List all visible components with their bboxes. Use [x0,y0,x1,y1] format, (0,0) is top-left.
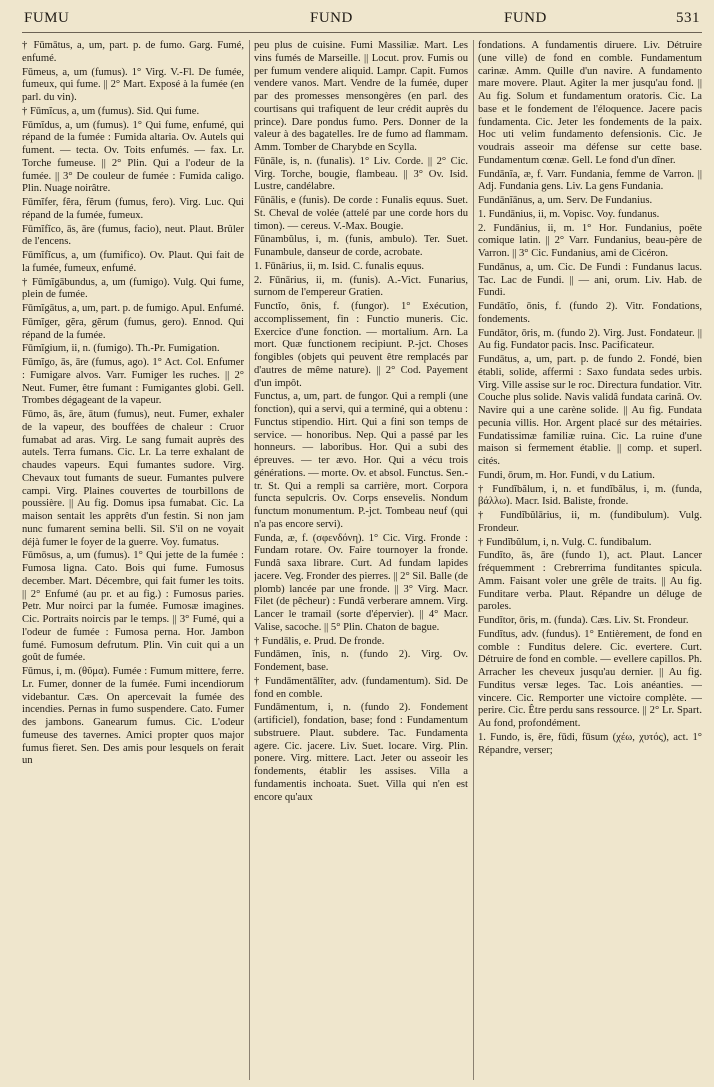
dictionary-entry: Fūmĭfĭco, ās, āre (fumus, facio), neut. Plaut. Brûler de l'encens. [22,223,244,248]
header-center-word: FUND [310,10,353,26]
dictionary-entry: Fundānĭa, æ, f. Varr. Fundania, femme de Varron. || Adj. Fundania gens. Liv. La gens Fundania. [478,168,702,193]
column-rule [249,40,250,1080]
dictionary-entry: 1. Fūnārius, ii, m. Isid. C. funalis equus. [254,260,425,272]
dictionary-entry: fondations. A fundamentis diruere. Liv. Détruire (une ville) de fond en comble. Fundamentum carinæ. Amm. Quille d'un navire. A fundamento mare movere. Plaut. Agiter la mer jusqu'au fond. || Au fig. Solum et fundamentum oratoris. Cic. La base et le fondement de l'éloquence. Jacere pacis fundamenta. Cic. Jeter les fondements de la paix. Hoc uti velim fundamento defensionis. Cic. Je voudrais asseoir ma défense sur cette base. Fundamentum cœnæ. Gell. Le fond d'un dîner. [478,40,702,166]
dictionary-entry: Fūnāle, is, n. (funalis). 1° Liv. Corde. || 2° Cic. Virg. Torche, bougie, flambeau. || 3° Ov. Isid. Lustre, candélabre. [254,155,468,193]
dictionary-entry: Fundātus, a, um, part. p. de fundo 2. Fondé, bien établi, solide, affermi : Saxo fundata sedes urbis. Virg. Ville assise sur le roc. Directura fundatior. Vitr. Couche plus solide. Navis validâ fundata carinâ. Ov. Navire qui a une carène solide. || Au fig. Fundata pecunia villis. Hor. Argent placé sur des métairies. Fundatissimæ familiæ ruina. Cic. La ruine d'une maison si fermement établie. || comp. et superl. cités. [478,354,702,467]
dictionary-entry: † Fundĭbălum, i, n. et fundĭbălus, i, m. (funda, βάλλω). Macr. Isid. Baliste, fronde. [478,483,702,508]
dictionary-entry: † Fundāmentālĭter, adv. (fundamentum). Sid. De fond en comble. [254,675,468,700]
dictionary-entry: Fundĭtor, ōris, m. (funda). Cæs. Liv. St. Frondeur. [478,615,689,626]
dictionary-entry: Fūmeus, a, um (fumus). 1° Virg. V.-Fl. De fumée, fumeux, qui fume. || 2° Mart. Exposé à la fumée (en parl. du vin). [22,66,244,103]
dictionary-entry: 1. Fundānius, ii, m. Vopisc. Voy. fundanus. [478,208,660,220]
dictionary-entry: 1. Fundo, is, ēre, fūdi, fūsum (χέω, χυτός), act. 1° Répandre, verser; [478,731,702,756]
dictionary-entry: Fūmo, ās, āre, ātum (fumus), neut. Fumer, exhaler de la vapeur, des bouffées de chaleur : Cruor fumabat ad aras. Virg. Le sang fumait auprès des autels. Terra fumans. Cic. Lr. La terre exhalant de chaudes vapeurs. Equi fumantes sudore. Virg. Chevaux tout fumants de sueur. Fumantes pulvere campi. Virg. Plaines couvertes de tourbillons de poussière. || Au fig. Domus ipsa fumabat. Cic. La maison sentait les apprêts d'un festin. Si non jam nunc fumarent semina belli. Sil. S'il on ne voyait déjà fumer le foyer de la guerre. Voy. fumatus. [22,409,244,548]
dictionary-entry: peu plus de cuisine. Fumi Massiliæ. Mart. Les vins fumés de Marseille. || Locut. prov. Fumis ou per fumum vendere aliquid. Lampr. Capit. Fumos vendere vanos. Mart. Vendre de la fumée, duper par des promesses mensongères (en parl. des courtisans qui trafiquent de leur crédit auprès du prince). Dare pondus fumo. Pers. Donner de la valeur à des bagatelles. Ire de fumo ad flammam. Amm. Tomber de Charybde en Scylla. [254,40,468,153]
dictionary-entry: Fūmĭgo, ās, āre (fumus, ago). 1° Act. Col. Enfumer : Fumigare alvos. Varr. Fumiger les ruches. || 2° Neut. Fumer, être fumant : Fumigantes globi. Gell. Trombes dégageant de la vapeur. [22,357,244,407]
dictionary-entry: Fūnālis, e (funis). De corde : Funalis equus. Suet. St. Cheval de volée (attelé par une corde hors du timon). — cereus. V.-Max. Bougie. [254,195,468,232]
dictionary-entry: Funda, æ, f. (σφενδόνη). 1° Cic. Virg. Fronde : Fundam rotare. Ov. Faire tournoyer la fronde. Fundâ saxa librare. Curt. Ad fundam lapides jacere. Veg. Fronder des pierres. || 2° Sil. Balle (de plomb) lancée par une fronde. || 3° Virg. Macr. Filet (de pêcheur) : Fundâ verberare amnem. Virg. Lancer le tramail (sorte d'épervier). || 4° Macr. Valise, sacoche. || 5° Plin. Chaton de bague. [254,532,468,633]
column-rule [473,40,474,1080]
dictionary-entry: † Fundĭbŭlārius, ii, m. (fundibulum). Vulg. Frondeur. [478,510,702,534]
dictionary-entry: Fundĭto, ās, āre (fundo 1), act. Plaut. Lancer fréquemment : Crebrerrima funditantes spicula. Amm. Faisant voler une grêle de traits. || Au fig. Funditare verba. Plaut. Répandre un déluge de paroles. [478,550,702,613]
column-middle [254,40,468,1080]
header-right-word: FUND [504,10,547,26]
dictionary-entry: † Fūmātus, a, um, part. p. de fumo. Garg. Fumé, enfumé. [22,40,244,64]
dictionary-entry: † Fūmĭgābundus, a, um (fumigo). Vulg. Qui fume, plein de fumée. [22,276,244,301]
dictionary-entry: Fundānĭānus, a, um. Serv. De Fundanius. [478,195,653,206]
dictionary-entry: 2. Fūnārius, ii, m. (funis). A.-Vict. Funarius, surnom de l'empereur Gratien. [254,274,468,299]
dictionary-entry: Functĭo, ōnis, f. (fungor). 1° Exécution, accomplissement, fin : Functio muneris. Cic. Exercice d'une fonction. — mortalium. Arn. La mort. Quæ functionem recipiunt. P.-jct. Choses fongibles (objets qui peuvent être remplacés par d'autres de même nature). || 2° Cod. Payement d'un impôt. [254,301,468,389]
column-right [478,40,702,1080]
dictionary-entry: Fundāmentum, i, n. (fundo 2). Fondement (artificiel), fondation, base; fond : Fundamentum substruere. Plaut. subdere. Tac. Fundamenta agere. Cic. jacere. Liv. Suet. locare. Virg. Plin. ponere. Virg. mittere. Lact. Jeter ou asseoir les fondements, établir les assises. Villa a fundamentis inchoata. Suet. Villa qui n'en est encore qu'aux [254,702,468,803]
dictionary-entry: Fundātor, ōris, m. (fundo 2). Virg. Just. Fondateur. || Au fig. Fundator pacis. Insc. Pacificateur. [478,327,702,352]
dictionary-entry: Fundi, ōrum, m. Hor. Fundi, v du Latium. [478,469,655,481]
dictionary-entry: Fūnambŭlus, i, m. (funis, ambulo). Ter. Suet. Funambule, danseur de corde, acrobate. [254,234,468,258]
dictionary-entry: Fūmĭfĭcus, a, um (fumifico). Ov. Plaut. Qui fait de la fumée, fumeux, enfumé. [22,250,244,274]
dictionary-entry: Fundĭtus, adv. (fundus). 1° Entièrement, de fond en comble : Funditus delere. Cic. evertere. Curt. Détruire de fond en comble. — evellere capillos. Ph. Arracher les cheveux jusqu'au dernier. || Au fig. Funditus versæ leges. Tac. Lois anéanties. — vincere. Cic. Remporter une victoire complète. — perire. Cic. Être perdu sans ressource. || 2° Lr. Spart. Au fond, profondément. [478,628,702,729]
dictionary-entry: † Fundālis, e. Prud. De fronde. [254,635,385,647]
page-number: 531 [676,10,700,26]
dictionary-page [22,6,702,1081]
dictionary-entry: Fūmĭgātus, a, um, part. p. de fumigo. Apul. Enfumé. [22,303,244,314]
running-header [22,6,702,33]
dictionary-entry: Fūmĭfer, fĕra, fĕrum (fumus, fero). Virg. Luc. Qui répand de la fumée, fumeux. [22,197,244,221]
dictionary-entry: † Fūmĭcus, a, um (fumus). Sid. Qui fume. [22,105,200,117]
dictionary-entry: † Fundĭbŭlum, i, n. Vulg. C. fundibalum. [478,536,652,548]
dictionary-entry: Functus, a, um, part. de fungor. Qui a rempli (une fonction), qui a servi, qui a terminé, qui a obtenu : Functus stipendio. Hirt. Qui a fini son temps de service. — honoribus. Nep. Qui a passé par les honneurs. — laboribus. Hor. Qui a subi des épreuves. — ter ævo. Hor. Qui a vécu trois générations. — morte. Ov. et absol. Functus. Sen.-tr. St. Qui a rempli sa carrière, mort. Corpora functa sepulcris. Ov. Corps ensevelis. Nondum functum monumentum. P.-jct. Tombeau neuf (qui n'a pas encore servi). [254,391,468,530]
dictionary-entry: 2. Fundānius, ii, m. 1° Hor. Fundanius, poëte comique latin. || 2° Varr. Fundanius, beau-père de Varron. || 3° Cic. Fundanius, ami de Cicéron. [478,222,702,259]
dictionary-entry: Fundāmen, ĭnis, n. (fundo 2). Virg. Ov. Fondement, base. [254,649,468,673]
dictionary-entry: Fūmōsus, a, um (fumus). 1° Qui jette de la fumée : Fumosa ligna. Cato. Bois qui fume. Fumosus december. Mart. Décembre, qui fait fumer les toits. || 2° Enfumé (au pr. et au fig.) : Fumosus paries. Petr. Mur noirci par la fumée. Fumosæ imagines. Cic. Portraits noircis par le temps. || 3° Fumé, qui a l'odeur de fumée : Fumosa perna. Hor. Jambon fumé. Fumosum defrutum. Plin. Vin cuit qui a un goût de fumée. [22,550,244,664]
column-left [22,40,244,1080]
dictionary-entry: Fundānus, a, um. Cic. De Fundi : Fundanus lacus. Tac. Lac de Fundi. || — ani, orum. Liv. Hab. de Fundi. [478,261,702,299]
dictionary-entry: Fundātĭo, ōnis, f. (fundo 2). Vitr. Fondations, fondements. [478,301,702,325]
dictionary-entry: Fūmĭgium, ii, n. (fumigo). Th.-Pr. Fumigation. [22,343,220,355]
dictionary-entry: Fūmus, i, m. (θῦμα). Fumée : Fumum mittere, ferre. Lr. Fumer, donner de la fumée. Fumi incendiorum videbantur. Cæs. On apercevait la fumée des incendies. Pernas in fumo suspendere. Cato. Fumer des jambons. Ganearum fumus. Cic. L'odeur fumeuse des tavernes. Amici propter quos major fumus fieret. Sen. Des amis pour lesquels on ferait un [22,666,244,767]
dictionary-entry: Fūmĭger, gĕra, gĕrum (fumus, gero). Ennod. Qui répand de la fumée. [22,316,244,341]
text-columns [22,40,702,1080]
dictionary-entry: Fūmĭdus, a, um (fumus). 1° Qui fume, enfumé, qui répand de la fumée : Fumida altaria. Ov. Autels qui fument. — tecta. Ov. Toits enfumés. — fax. Lr. Torche fumeuse. || 2° Plin. Qui a l'odeur de la fumée. || 3° De couleur de fumée : Fumida caligo. Plin. Nuage noirâtre. [22,119,244,195]
header-left-word: FUMU [24,10,70,26]
